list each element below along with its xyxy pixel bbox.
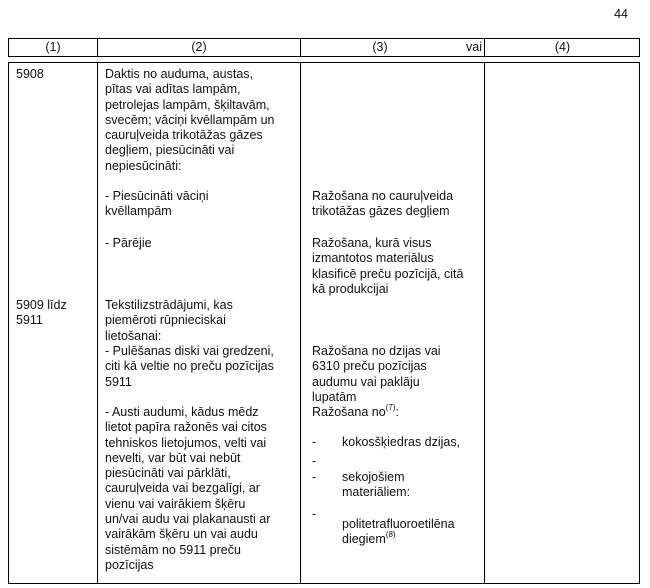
column-divider bbox=[484, 63, 485, 583]
footnote-7: (7) bbox=[385, 402, 396, 412]
list-dash: - bbox=[312, 454, 317, 468]
list-dash: - bbox=[312, 470, 317, 484]
sub-description-other: - Pārējie bbox=[105, 236, 152, 250]
page-number: 44 bbox=[614, 7, 628, 21]
row-code-5908: 5908 bbox=[16, 67, 44, 81]
rule-other: Ražošana, kurā visus izmantotos materiālus klasificē preču pozīcijā, citā kā produkcijai bbox=[312, 236, 464, 296]
header-col-4: (4) bbox=[554, 40, 571, 54]
footnote-8: (8) bbox=[385, 530, 396, 540]
row-description-5909-5911: Tekstilizstrādājumi, kas piemēroti rūpnieciskai lietošanai: bbox=[105, 298, 233, 343]
rule-impregnated-mantles: Ražošana no cauruļveida trikotāžas gāzes degļiem bbox=[312, 189, 454, 219]
column-divider bbox=[300, 63, 301, 583]
row-description-5908: Daktis no auduma, austas, pītas vai adītas lampām, petrolejas lampām, šķiltavām, svecēm; vāciņi kvēllampām un cauruļveida trikotāžas gāzes degļiem, piesūcināti vai nepiesūcināti: bbox=[105, 67, 275, 173]
list-dash: - bbox=[312, 435, 317, 449]
rule-woven-fabrics-intro: Ražošana $no^{(7)}$: bbox=[312, 402, 399, 419]
table-header bbox=[8, 38, 640, 57]
column-divider bbox=[97, 63, 98, 583]
sub-description-polishing-discs: - Pulēšanas diski vai gredzeni, citi kā veltie no preču pozīcijas 5911 bbox=[105, 344, 274, 389]
header-col-2: (2) bbox=[191, 40, 207, 54]
list-dash: - bbox=[312, 507, 317, 521]
rule-bullet-ptfe-yarn: politetrafluoroetilēna diegiem$^{(8)}$ bbox=[342, 517, 455, 547]
sub-description-impregnated-mantles: - Piesūcināti vāciņi kvēllampām bbox=[105, 189, 209, 219]
header-vai: vai bbox=[466, 40, 482, 54]
rule-bullet-following-materials: sekojošiem materiāliem: bbox=[342, 470, 411, 500]
sub-description-woven-fabrics: - Austi audumi, kādus mēdz lietot papīra ražonēs vai citos tehniskos lietojumos, velti vai nevelti, var būt vai nebūt piesūcināti vai pārklāti, cauruļveida vai bezgalīgi, ar vienu vai vairākiem šķēru un/vai audu vai plakanausti ar vairākām šķēru un vai audu sistēmām no 5911 preču pozīcijas bbox=[105, 405, 271, 572]
column-divider bbox=[300, 39, 301, 56]
header-col-1: (1) bbox=[45, 40, 61, 54]
header-col-3: (3) bbox=[372, 40, 388, 54]
rule-polishing-discs: Ražošana no dzijas vai 6310 preču pozīcijas audumu vai paklāju lupatām bbox=[312, 344, 441, 404]
row-code-5909-5911: 5909 līdz 5911 bbox=[16, 298, 67, 328]
rule-bullet-coir-yarn: kokosšķiedras dzijas, bbox=[342, 435, 461, 449]
table-body bbox=[8, 62, 640, 584]
